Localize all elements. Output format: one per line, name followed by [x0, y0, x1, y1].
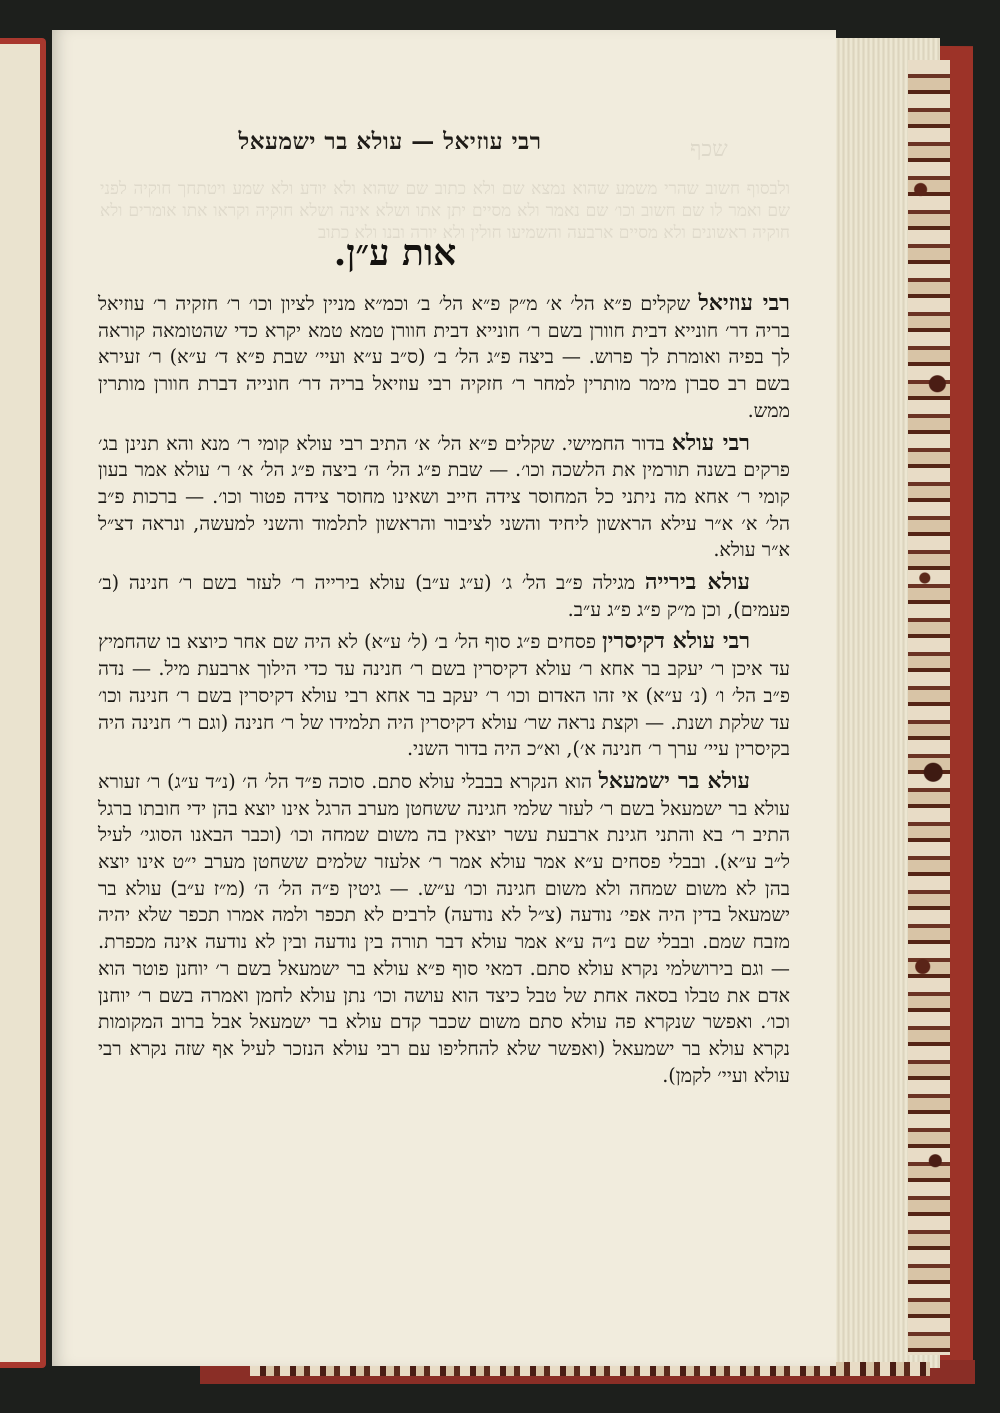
entry-name: עולא בר ישמעאל: [598, 767, 750, 794]
paragraph: [98, 628, 790, 763]
entry-name: רבי עולא: [671, 429, 750, 456]
entry-text: מגילה פ״ב הל׳ ג׳ (ע״ג ע״ב) עולא בירייה ר׳ לעזר בשם ר׳ חנינה (ב׳ פעמים), וכן מ״ק פ״ג פ״ג ע״ב.: [98, 571, 790, 621]
marbled-edge: [908, 60, 950, 1355]
running-head: רבי עוזיאל — עולא בר ישמעאל: [238, 128, 542, 155]
entry-text: בדור החמישי. שקלים פ״א הל׳ א׳ התיב רבי עולא קומי ר׳ מנא והא תנינן בג׳ פרקים בשנה תורמין את הלשכה וכו׳. — שבת פ״ג הל׳ ה׳ ביצה פ״ג הל׳ א׳ ר׳ עולא אמר בעון קומי ר׳ אחא מה ניתני כל המחוסר צידה חייב ושאינו מחוסר צידה פטור וכו׳. — ברכות פ״ב הל׳ א׳ א״ר עילא הראשון ליחיד והשני לציבור והראשון לתלמוד והשני למעשה, ונראה דצ״ל א״ר עולא.: [98, 431, 790, 562]
paragraph: [98, 768, 790, 1089]
entry-text: שקלים פ״א הל׳ א׳ מ״ק פ״א הל׳ ב׳ וכמ״א מניין לציון וכו׳ ר׳ חזקיה ר׳ עוזיאל בריה דר׳ חונייא דבית חוורן בשם ר׳ חונייא דבית חוורן טמא טמא יקרא כדי שהטומאה קוראה לך בפיה ואומרת לך פרוש. — ביצה פ״ג הל׳ ב׳ (ס״ב ע״א ועיי׳ שבת פ״א ד׳ ע״א) ר׳ זעירא בשם רב סברן מימר מותרין למחר ר׳ חזקיה רבי עוזיאל בריה דר׳ חונייה דברת חוורן מותרין ממש.: [98, 292, 790, 422]
entry-text: הוא הנקרא בבבלי עולא סתם. סוכה פ״ד הל׳ ה׳ (נ״ד ע״ג) ר׳ זעורא עולא בר ישמעאל בשם ר׳ לעזר שלמי חגינה ששחטן מערב הרגל אינו יוצא בהן ידי חובתו ברגל התיב ר׳ בא והתני חגינת ארבעת עשר יוצאין בה משום שמחה וכו׳ (וכבר הבאנו הסוגי׳ לעיל ל״ב ע״א). ובבלי פסחים ע״א אמר עולא אמר ר׳ אלעזר שלמים ששחטן מערב י״ט אינו יוצא בהן לא משום שמחה ולא משום חגינה וכו׳ ע״ש. — גיטין פ״ה הל׳ ה׳ (מ״ז ע״ב) עולא בר ישמעאל בדין היה אפי׳ נודעה (צ״ל לא נודעה) לרבים לא תכפר ולמה אמרו תכפר שלא יהיה מזבח שמם. ובבלי שם נ״ה ע״א אמר עולא דבר תורה בין נודעה ובין לא נודעה אינה מכפרת. — וגם בירושלמי נקרא עולא סתם. דמאי סוף פ״א עולא בר ישמעאל בשם ר׳ יוחנן פוטר הוא אדם את טבלו בסאה אחת של טבל כיצד הוא עושה וכו׳ נתן עולא לחמן ואמרה בשם ר׳ יוחנן וכו׳. ואפשר שנקרא פה עולא סתם משום שכבר קדם עולא בר ישמעאל אבל ברוב המקומות נקרא עולא בר ישמעאל (ואפשר שלא להחליפו עם רבי עולא הנזכר לעיל אף שזה נקרא רבי עולא ועיי׳ לקמן).: [98, 769, 790, 1087]
paragraph: [98, 569, 790, 623]
entry-text: פסחים פ״ג סוף הל׳ ב׳ (ל׳ ע״א) לא היה שם אחר כיוצא בו שהחמיץ עד איכן ר׳ יעקב בר אחא ר׳ עולא דקיסרין בשם ר׳ חנינה עד כדי הילוך ארבעת מיל. — נדה פ״ב הל׳ ו׳ (נ׳ ע״א) אי זהו האדום וכו׳ ר׳ יעקב בר אחא רבי עולא דקיסרין בשם ר׳ חנינה וכו׳ עד שלקת ושנת. — וקצת נראה שר׳ עולא דקיסרין היה תלמידו של ר׳ חנינה (וגם ר׳ חנינה היה בקיסרין עיי׳ ערך ר׳ חנינה א׳), וא״כ היה בדור השני.: [98, 630, 790, 761]
paragraph: [98, 430, 790, 565]
entry-name: רבי עוזיאל: [698, 290, 790, 316]
paragraph: [98, 290, 790, 425]
section-title: אות ע״ן.: [333, 232, 457, 274]
entry-name: רבי עולא דקיסרין: [602, 628, 750, 655]
entry-name: עולא בירייה: [644, 569, 750, 596]
body-text: [98, 290, 790, 1094]
bleed-through-text: ולבסוף חשוב שהרי משמע שהוא נמצא שם ולא כתוב שם שהוא ולא יודע ולא שמע ויטתחך חוקיה לפני שם ואמר לו שם חשוב וכו׳ שם נאמר ולא מסיים יתן אתו ושלא אינה ושלא חוקיה וקראו אתו אומרים ולא חוקיה ראשונים ולא מסיים ארבעה והשמיעו חולין ולא יורה ובנו ולא כתוב: [100, 179, 790, 243]
bleed-through-page-number: שכף: [690, 137, 728, 162]
left-page-edge: [0, 44, 40, 1362]
